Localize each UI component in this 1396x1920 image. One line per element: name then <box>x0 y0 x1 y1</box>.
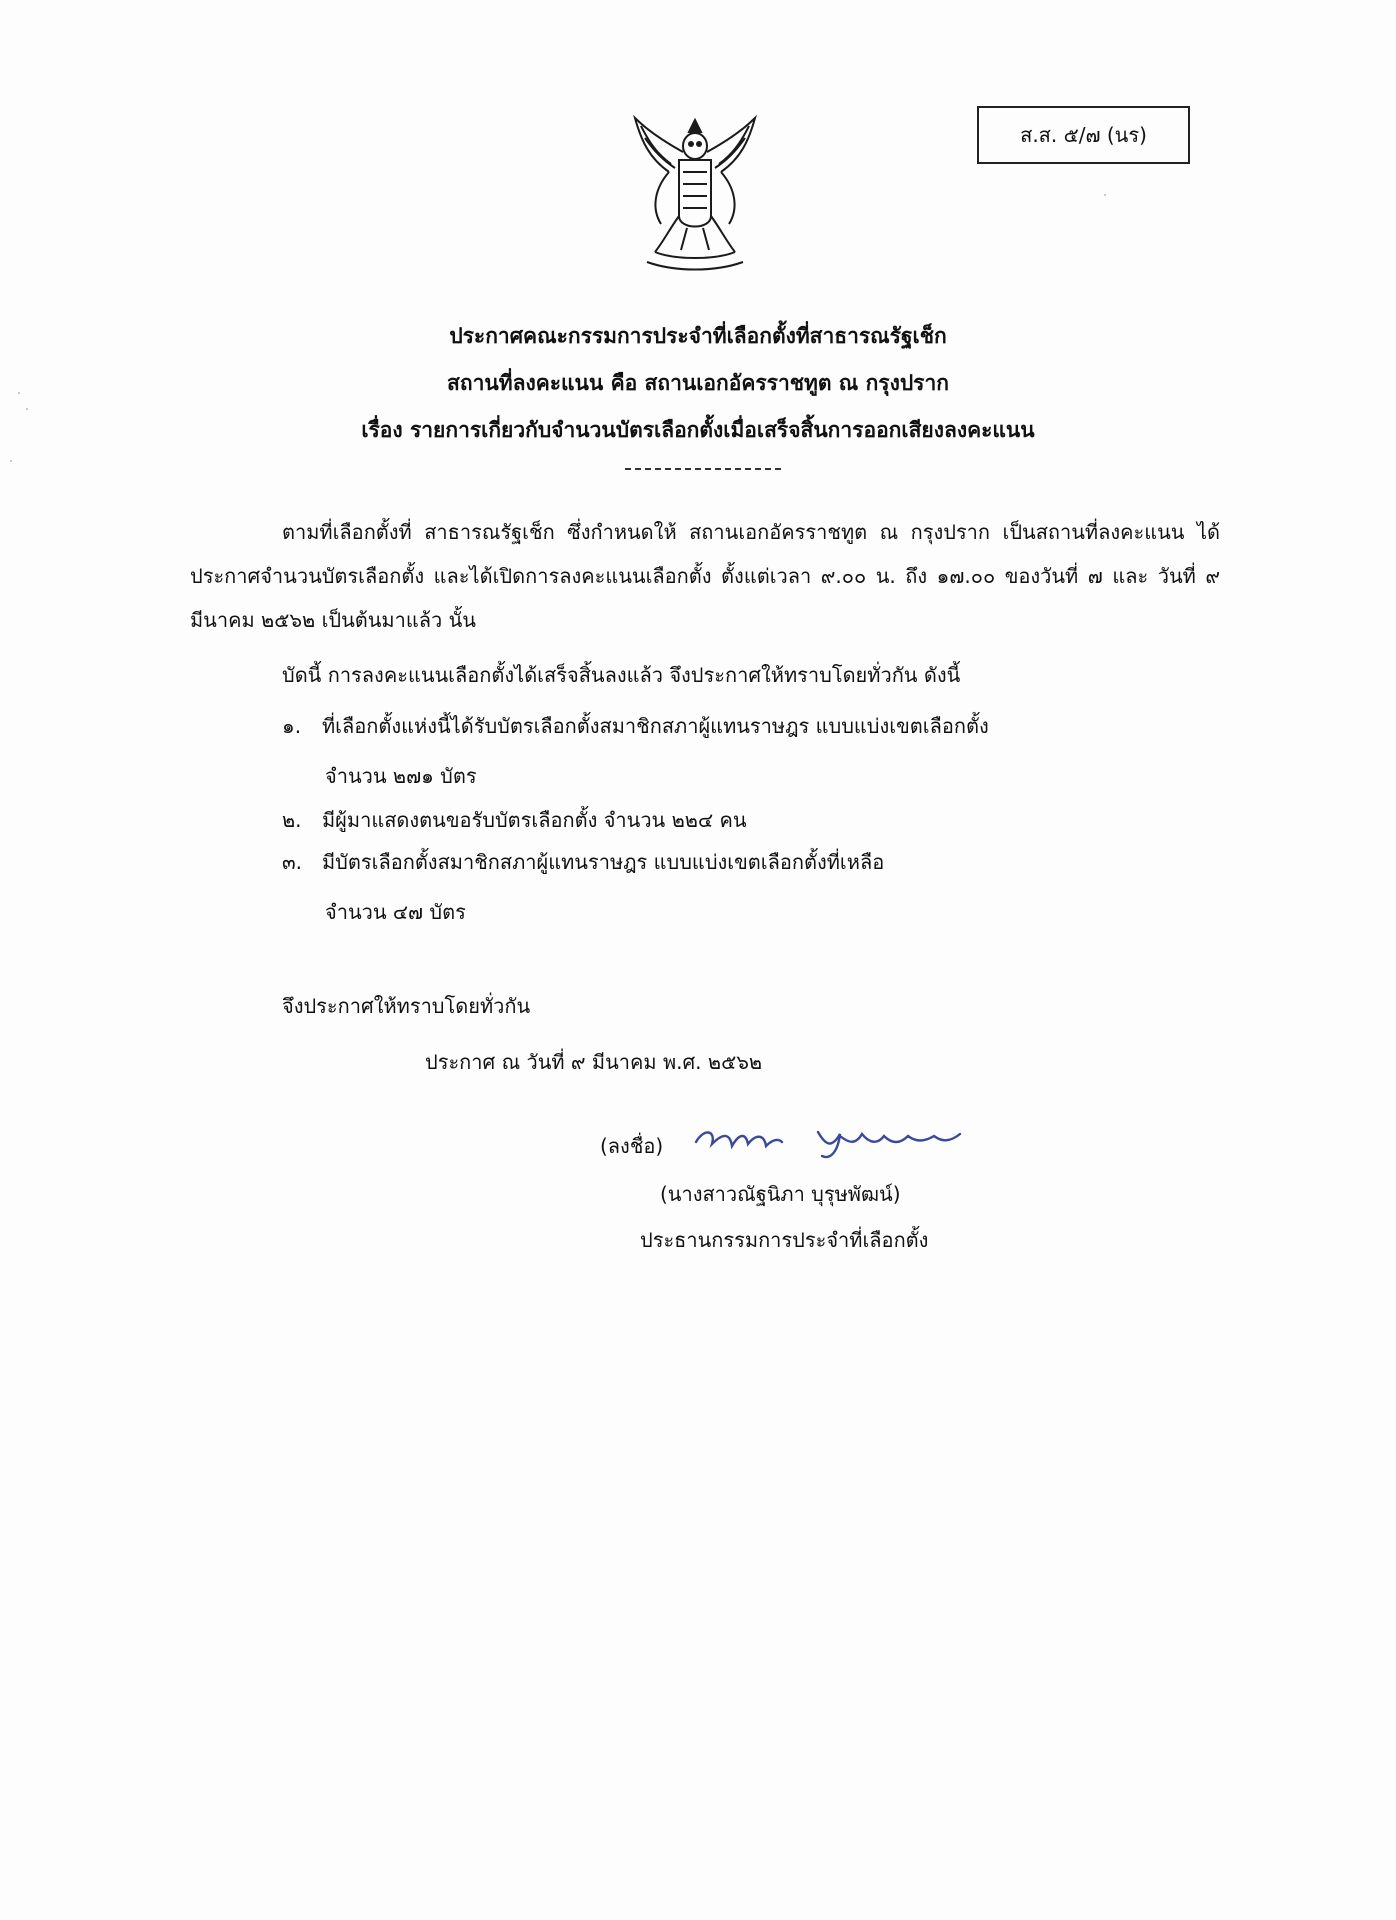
date-line: ประกาศ ณ วันที่ ๙ มีนาคม พ.ศ. ๒๕๖๒ <box>425 1050 763 1074</box>
paper-speck <box>18 392 20 394</box>
intro-paragraph: ตามที่เลือกตั้งที่ สาธารณรัฐเช็ก ซึ่งกำหนดให้ สถานเอกอัครราชทูต ณ กรุงปราก เป็นสถานที่ลงคะแนน ได้ประกาศจำนวนบัตรเลือกตั้ง และได้เปิดการลงคะแนนเลือกตั้ง ตั้งแต่เวลา ๙.๐๐ น. ถึง ๑๗.๐๐ ของวันที่ ๗ และ วันที่ ๙ มีนาคม ๒๕๖๒ เป็นต้นมาแล้ว นั้น <box>190 520 1220 632</box>
title-line-1: ประกาศคณะกรรมการประจำที่เลือกตั้งที่สาธารณรัฐเช็ก <box>449 324 947 348</box>
title-line-3: เรื่อง รายการเกี่ยวกับจำนวนบัตรเลือกตั้งเมื่อเสร็จสิ้นการออกเสียงลงคะแนน <box>361 418 1035 442</box>
title-divider <box>625 468 781 470</box>
list-item-text: มีบัตรเลือกตั้งสมาชิกสภาผู้แทนราษฎร แบบแบ่งเขตเลือกตั้งที่เหลือ <box>322 850 885 874</box>
handwritten-signature <box>690 1112 990 1162</box>
form-code-box <box>977 106 1190 164</box>
paper-speck <box>10 460 12 462</box>
list-item-continuation: จำนวน ๔๗ บัตร <box>325 900 466 924</box>
paper-speck <box>26 408 28 410</box>
list-item-number: ๓. <box>282 850 303 874</box>
garuda-emblem-icon <box>625 112 765 274</box>
signatory-name: (นางสาวณัฐนิภา บุรุษพัฒน์) <box>660 1182 901 1206</box>
list-item <box>282 798 747 842</box>
closing-statement: จึงประกาศให้ทราบโดยทั่วกัน <box>282 994 531 1018</box>
list-item-number: ๑. <box>282 714 302 738</box>
announcement-paragraph: บัดนี้ การลงคะแนนเลือกตั้งได้เสร็จสิ้นลงแล้ว จึงประกาศให้ทราบโดยทั่วกัน ดังนี้ <box>282 663 961 687</box>
signature-label: (ลงชื่อ) <box>600 1134 664 1158</box>
paper-speck <box>1104 194 1106 196</box>
list-item-continuation: จำนวน ๒๗๑ บัตร <box>325 764 477 788</box>
signatory-position: ประธานกรรมการประจำที่เลือกตั้ง <box>640 1228 929 1252</box>
list-item-text: มีผู้มาแสดงตนขอรับบัตรเลือกตั้ง จำนวน ๒๒๔ คน <box>322 808 747 832</box>
list-item-text: ที่เลือกตั้งแห่งนี้ได้รับบัตรเลือกตั้งสมาชิกสภาผู้แทนราษฎร แบบแบ่งเขตเลือกตั้ง <box>322 714 989 738</box>
title-line-2: สถานที่ลงคะแนน คือ สถานเอกอัครราชทูต ณ กรุงปราก <box>447 371 949 395</box>
list-item <box>282 840 884 884</box>
form-code: ส.ส. ๕/๗ (นร) <box>1020 123 1147 147</box>
list-item-number: ๒. <box>282 808 302 832</box>
list-item <box>282 704 989 748</box>
